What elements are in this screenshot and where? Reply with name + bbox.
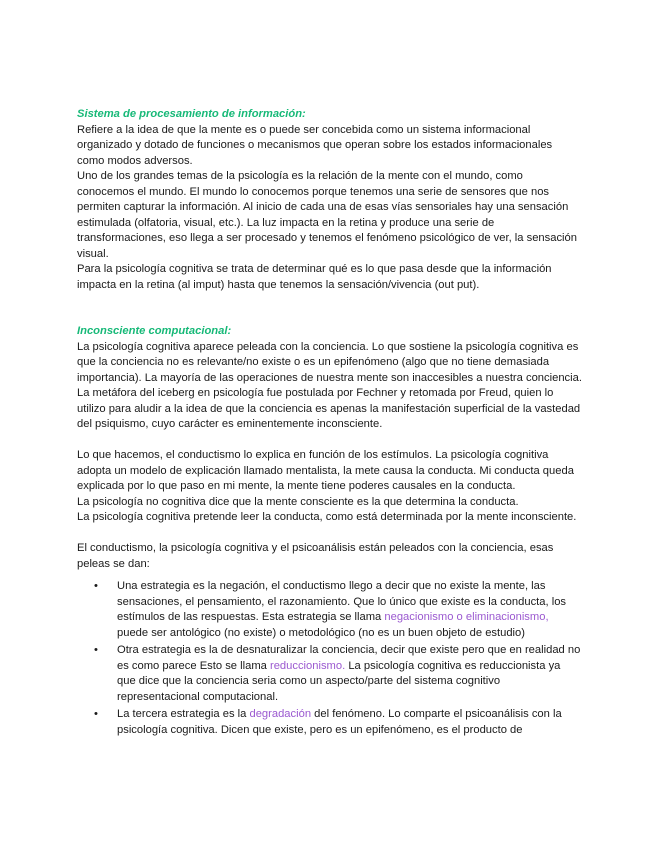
bullet-icon: • [94, 644, 98, 656]
paragraph: El conductismo, la psicología cognitiva y el psicoanálisis están peleados con la conciencia, esas peleas se dan: [77, 542, 554, 570]
list-item-text: La tercera estrategia es la [117, 708, 250, 720]
paragraph: La psicología cognitiva pretende leer la conducta, como está determinada por la mente inconsciente. [77, 511, 577, 523]
spacer [77, 526, 582, 542]
spacer [77, 433, 582, 449]
list-item [77, 579, 582, 641]
paragraph: Lo que hacemos, el conductismo lo explica en función de los estímulos. La psicología cognitiva adopta un modelo de explicación llamado mentalista, la mete causa la conducta. Mi conducta queda explicada por lo que paso en mi mente, la mente tiene poderes causales en la conducta. [77, 449, 574, 492]
bullet-icon: • [94, 708, 98, 720]
list-item-text: Una estrategia es la negación, el conductismo llego a decir que no existe la mente, las sensaciones, el pensamiento, el razonamiento. Que lo único que existe es la conducta, los estímulos de las respuestas. Esta estrategia se llama [117, 580, 567, 623]
highlighted-term: reduccionismo. [269, 659, 346, 672]
list-item-text: del fenómeno. Lo comparte el psicoanálisis con la psicología cognitiva. Dicen que existe, pero es un epifenómeno, es el producto de [117, 708, 562, 736]
spacer [77, 293, 582, 324]
section-heading-procesamiento: Sistema de procesamiento de información: [77, 108, 306, 120]
section-heading-inconsciente: Inconsciente computacional: [77, 325, 232, 337]
list-item [77, 643, 582, 705]
highlighted-term: degradación [249, 708, 312, 720]
paragraph: Para la psicología cognitiva se trata de determinar qué es lo que pasa desde que la información impacta en la retina (al imput) hasta que tenemos la sensación/vivencia (out put). [77, 263, 552, 291]
list-item-text: puede ser antológico (no existe) o metodológico (no es un buen objeto de estudio) [117, 626, 525, 639]
list-item [77, 707, 582, 738]
highlighted-term: negacionismo o eliminacionismo, [384, 611, 549, 623]
paragraph: Refiere a la idea de que la mente es o puede ser concebida como un sistema informacional organizado y dotado de funciones o mecanismos que operan sobre los estados informacionales como modos adversos. [77, 123, 553, 167]
paragraph: La psicología cognitiva aparece peleada con la conciencia. Lo que sostiene la psicología cognitiva es que la conciencia no es relevante/no existe o es un epifenómeno (algo que no tiene demasiada importancia). La mayoría de las operaciones de nuestra mente son inaccesibles a nuestra conciencia. [77, 340, 582, 384]
bullet-list [77, 579, 582, 738]
paragraph: La psicología no cognitiva dice que la mente consciente es la que determina la conducta. [77, 495, 519, 508]
paragraph: La metáfora del iceberg en psicología fue postulada por Fechner y retomada por Freud, quien lo utilizo para aludir a la idea de que la conciencia es apenas la manifestación superficial de la vastedad del psiquismo, cuyo carácter es eminentemente inconsciente. [77, 387, 581, 430]
document-body [77, 107, 582, 740]
paragraph: Uno de los grandes temas de la psicología es la relación de la mente con el mundo, como conocemos el mundo. El mundo lo conocemos porque tenemos una serie de sensores que nos permiten capturar la información. Al inicio de cada una de esas vías sensoriales hay una sensación estimulada (olfatoria, visual, etc.). La luz impacta en la retina y produce una serie de transformaciones, eso llega a ser procesado y tenemos el fenómeno psicológico de ver, la sensación visual. [77, 170, 577, 260]
list-item-text: Otra estrategia es la de desnaturalizar la conciencia, decir que existe pero que en realidad no es como parece Esto se llama [117, 644, 581, 672]
list-item-text: La psicología cognitiva es reduccionista ya que dice que la conciencia seria como un aspecto/parte del sistema cognitivo representacional computacional. [117, 659, 561, 703]
bullet-icon: • [94, 580, 98, 592]
